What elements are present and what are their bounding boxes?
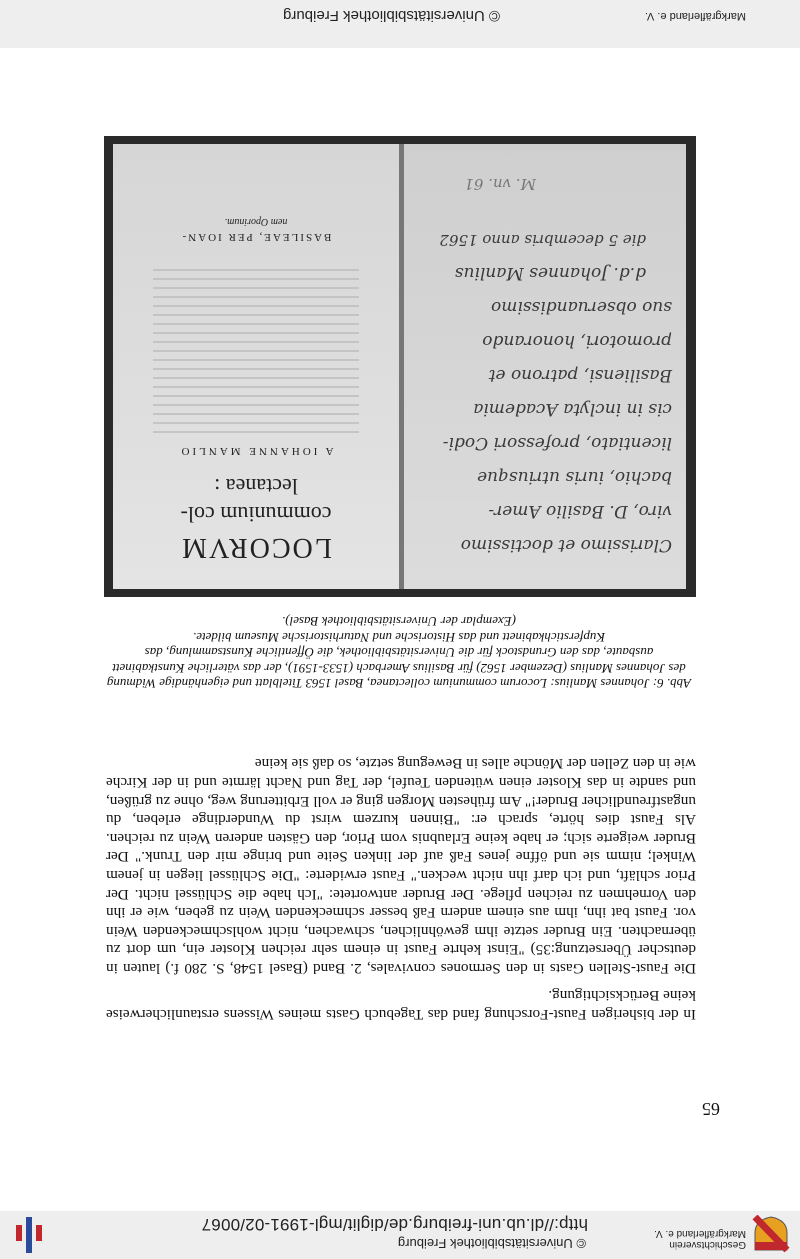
header-bar <box>0 1211 800 1259</box>
book-photograph <box>104 136 696 597</box>
print-place: BASILEAE, PER IOAN- <box>180 231 332 243</box>
handwritten-line: die 5 decembris anno 1562 <box>439 231 646 249</box>
org-name <box>636 1228 746 1250</box>
figure-caption <box>104 614 694 691</box>
page-number: 65 <box>702 1099 720 1119</box>
handwritten-line: viro, D. Basilio Amer- <box>488 501 672 521</box>
title-page-body-text <box>153 263 359 433</box>
handwritten-line: bachio, iuris utriusque <box>477 467 672 487</box>
print-title: LOCORVM <box>180 532 332 563</box>
print-printer: nem Oporinum. <box>224 216 288 227</box>
caption-text: Johannes Manlius: Locorum communium collectanea, Basel 1563 Titelblatt und eigenhändige Widmung des Johannes Manlius (Dezember 1562) für Basilius Amerbach (1533-1591), der das väterliche Kunstkabinett ausbaute, das den Grundstock für die Universitätsbibliothek, die Öffentliche Kunstsammlung, das Kupferstichkabinett und das Historische und Naturhistorische Museum bildete. <box>106 629 686 691</box>
left-page-handwritten <box>401 144 686 589</box>
right-page-title <box>113 144 399 589</box>
permalink[interactable]: http://dl.ub.uni-freiburg.de/diglit/mgl-1991-02/0067 <box>201 1215 588 1234</box>
caption-source: (Exemplar der Universitätsbibliothek Basel). <box>282 614 516 630</box>
shelf-mark: M. vn. 61 <box>464 175 536 193</box>
org-line-2: Markgräflerland e. V. <box>654 1228 746 1239</box>
copyright-text: © Universitätsbibliothek Freiburg <box>397 1236 586 1251</box>
handwritten-line: suo obseruandissimo <box>491 297 672 317</box>
footer-bar <box>0 0 800 48</box>
print-author: A IOHANNE MANLIO <box>178 445 334 457</box>
handwritten-line: Clarissimo et doctissimo <box>460 535 672 555</box>
handwritten-line: cis in inclyta Academia <box>473 399 672 419</box>
handwritten-line: Basiliensi, patrono et <box>488 365 672 385</box>
footer-org: Markgräflerland e. V. <box>644 10 746 22</box>
handwritten-line: promotori, honorando <box>482 331 672 351</box>
coat-of-arms-icon <box>752 1215 790 1253</box>
print-title-3: lectanea : <box>214 474 298 499</box>
org-line-1: Geschichtsverein <box>669 1239 746 1250</box>
paragraph-2: Die Faust-Stellen Gasts in den Sermones convivales, 2. Band (Basel 1548, S. 280 f.) lauten in deutscher Übersetzung:35) "Einst kehrte Faust in einem sehr reichen Kloster ein, um dort zu übernachten. Ein Bruder setzte ihm gewöhnlichen, schwachen, nicht wohlschmeckenden Wein vor. Faust bat ihn, ihm aus einem andern Faß besser schmeckenden Wein zu geben, wie er ihn den Vornehmen zu reichen pflege. Der Bruder antwortete: "Ich habe die Schlüssel nicht. Der Prior schläft, und ich darf ihn nicht wecken." Faust erwiderte: "Die Schlüssel liegen in jenem Winkel; nimm sie und öffne jenes Faß auf der linken Seite und bringe mir den Trunk." Der Bruder weigerte sich; er habe keine Erlaubnis vom Prior, den Gästen anderen Wein zu reichen. Als Faust dies hörte, sprach er: "Binnen kurzem wirst du Wunderdinge erleben, du ungastfreundlicher Bruder!" Am frühesten Morgen ging er voll Erbitterung weg, ohne zu grüßen, und sandte in das Kloster einen wütenden Teufel, der Tag und Nacht lärmte und in der Kirche wie in den Zellen der Mönche alles in Bewegung setzte, so daß sie keine <box>106 755 696 977</box>
footer-copyright: © Universitätsbibliothek Freiburg <box>283 7 500 24</box>
caption-label: Abb. 6: <box>652 676 692 691</box>
print-title-2: communium col- <box>180 502 332 527</box>
paragraph-1: In der bisherigen Faust-Forschung fand das Tagebuch Gasts meines Wissens erstaunlicherweise keine Berücksichtigung. <box>106 987 696 1023</box>
ub-freiburg-logo-icon <box>12 1215 46 1255</box>
handwritten-line: licentiato, professori Codi- <box>442 433 672 453</box>
handwritten-line: d.d. Johannes Manlius <box>454 263 646 283</box>
